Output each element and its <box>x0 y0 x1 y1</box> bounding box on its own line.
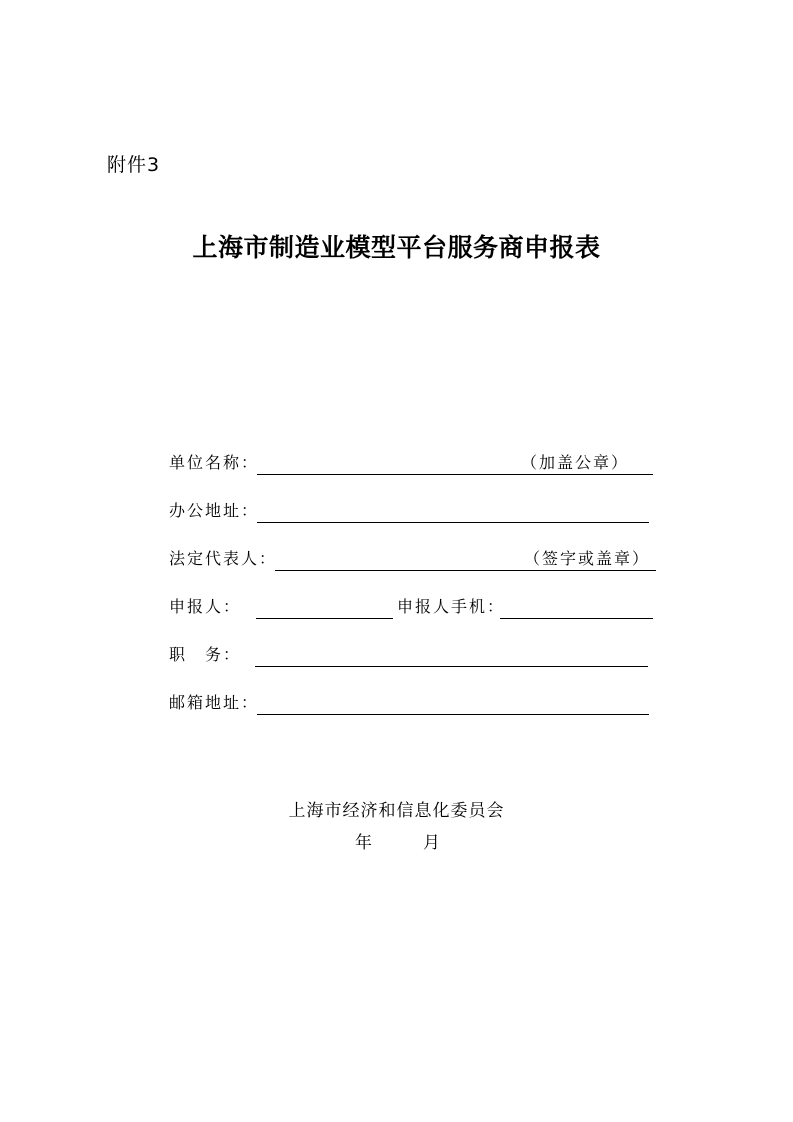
issuer-name: 上海市经济和信息化委员会 <box>288 801 505 821</box>
applicant-phone-input[interactable] <box>500 594 653 619</box>
unit-name-input[interactable] <box>257 450 653 475</box>
legal-rep-label: 法定代表人： <box>169 549 278 568</box>
unit-name-row <box>169 450 655 476</box>
applicant-input[interactable] <box>256 594 393 619</box>
attachment-label: 附件3 <box>107 154 161 176</box>
email-label: 邮箱地址： <box>169 693 260 712</box>
unit-name-label: 单位名称： <box>169 453 260 472</box>
unit-name-hint: （加盖公章） <box>520 453 629 472</box>
date-month-label: 月 <box>423 833 440 853</box>
office-address-input[interactable] <box>257 498 649 523</box>
office-address-row <box>169 498 655 524</box>
email-row <box>169 690 655 716</box>
form-title: 上海市制造业模型平台服务商申报表 <box>192 233 601 262</box>
position-label: 职 务： <box>169 645 242 664</box>
legal-rep-input[interactable] <box>275 546 656 571</box>
applicant-row <box>169 594 655 620</box>
position-input[interactable] <box>255 642 648 667</box>
position-row <box>169 642 655 668</box>
applicant-phone-label: 申报人手机： <box>397 597 506 616</box>
date-year-label: 年 <box>355 833 372 853</box>
email-input[interactable] <box>257 690 649 715</box>
legal-rep-hint: （签字或盖章） <box>523 549 650 568</box>
legal-rep-row <box>169 546 659 572</box>
applicant-label: 申报人： <box>169 597 242 616</box>
office-address-label: 办公地址： <box>169 501 260 520</box>
